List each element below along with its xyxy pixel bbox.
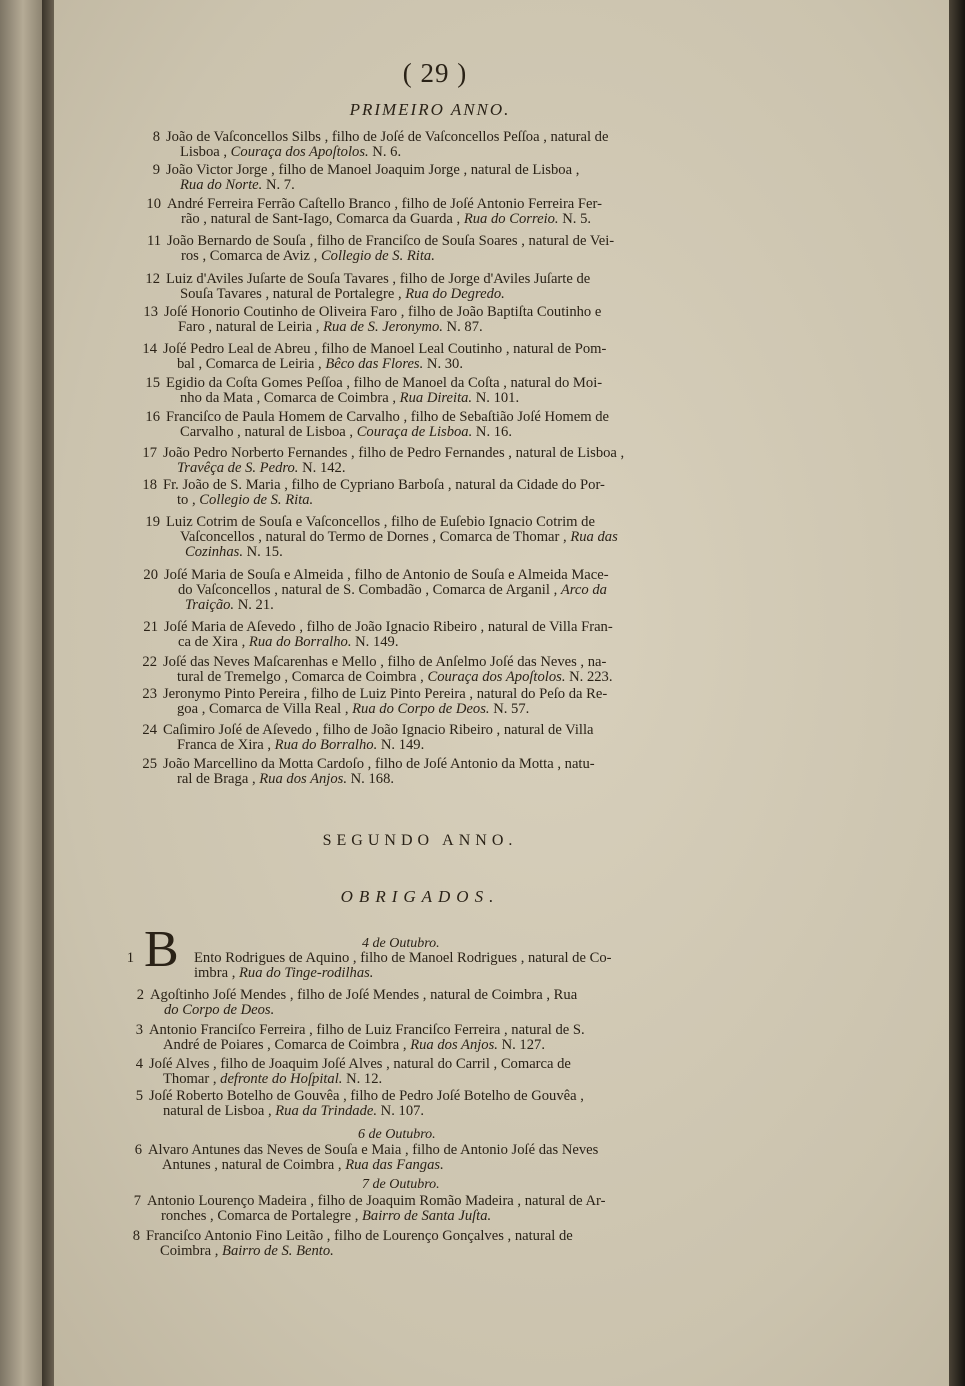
entry-place: rão , natural de Sant-Iago, Comarca da Guarda , [181,210,464,227]
page-number: ( 29 ) [402,58,468,88]
entry [135,1056,729,1087]
entry [145,409,746,440]
entry-line2 [150,1003,730,1018]
entry-street: defronte do Hoſpital. [220,1070,343,1087]
entry [126,950,774,981]
entry-street: Rua dos Anjos. [259,770,347,787]
entry [142,477,743,508]
entry-number: N. 142. [298,459,346,476]
entry-index: 24 [142,722,157,738]
entry-line2 [166,530,746,545]
entry-index: 3 [135,1022,143,1038]
entry [135,1088,729,1119]
entry-line1: Joſé Pedro Leal de Abreu , filho de Manoel Leal Coutinho , natural de Pom- [163,341,607,357]
primeiro-anno-heading: PRIMEIRO ANNO. [349,100,511,119]
entry-line1: Joſé Roberto Botelho de Gouvêa , filho de Pedro Joſé Botelho de Gouvêa , [149,1088,584,1104]
entry-line1: Agoſtinho Joſé Mendes , filho de Joſé Mendes , natural de Coimbra , Rua [150,987,578,1003]
entry-index: 16 [145,409,160,425]
entry-street: Bêco das Flores. [325,355,424,372]
entry-line2 [149,1104,729,1119]
entry-line1: Franciſco de Paula Homem de Carvalho , filho de Sebaſtião Joſé Homem de [166,409,609,425]
entry-index: 11 [146,233,161,249]
entry-street: Traição. [185,597,235,613]
entry-place: do Vaſconcellos , natural de S. Combadão , Comarca de Arganil , [178,581,561,598]
entry [142,686,743,717]
entry-number: N. 5. [558,210,592,227]
entry [145,271,746,302]
entry-line1: Fr. João de S. Maria , filho de Cypriano Barboſa , natural da Cidade do Por- [163,477,605,493]
entry-place: ros , Comarca de Aviz , [181,247,321,264]
entry-place: Lisboa , [180,143,231,160]
entry-street: Couraça de Lisboa. [356,423,473,440]
entry-line1: Egidio da Coſta Gomes Peſſoa , filho de Manoel da Coſta , natural do Moi- [166,375,603,391]
entry [132,1228,726,1259]
entry [135,1022,729,1053]
entry-index: 20 [143,567,158,583]
entry-street: Rua do Correio. [463,210,559,227]
entry-index: 15 [145,375,160,391]
entry-street: Arco da [560,581,607,598]
entry-20-line3 [171,598,751,613]
entry-line1: Caſimiro Joſé de Aſevedo , filho de João Ignacio Ribeiro , natural de Villa [163,722,594,738]
entry-number: N. 127. [497,1036,545,1053]
date-6-outubro: 6 de Outubro. [358,1127,436,1142]
entry-place: ronches , Comarca de Portalegre , [161,1207,362,1224]
entry-number: N. 223. [565,668,613,685]
entry-place: Antunes , natural de Coimbra , [162,1156,346,1173]
entry-index: 2 [136,987,144,1003]
entry-line1: João Pedro Norberto Fernandes , filho de Pedro Fernandes , natural de Lisboa , [163,445,625,461]
entry-street: Rua do Norte. [180,176,263,193]
entry-index: 1 [126,950,134,966]
entry-line2 [166,178,746,193]
entry-line1: João Victor Jorge , filho de Manoel Joaquim Jorge , natural de Lisboa , [166,162,580,178]
entry-line2 [164,583,744,598]
entry-place: imbra , [194,964,239,981]
entry-street: Rua do Borralho. [274,736,378,753]
entry [146,196,747,227]
entry [143,567,744,598]
previous-page-edge [0,0,42,1386]
entry-street: Collegio de S. Rita. [199,491,314,508]
entry-line1: João Marcellino da Motta Cardoſo , filho de Joſé Antonio da Motta , natu- [163,756,595,772]
entry-number: N. 168. [346,770,395,787]
entry-number: N. 107. [377,1102,425,1119]
entry-line1: Jeronymo Pinto Pereira , filho de Luiz Pinto Pereira , natural do Peſo da Re- [163,686,608,702]
entry [145,375,746,406]
entry-line1: Joſé Honorio Coutinho de Oliveira Faro , filho de João Baptiſta Coutinho e [164,304,602,320]
entry [145,514,746,545]
entry-street: Rua de S. Jeronymo. [323,318,443,335]
entry [143,619,744,650]
entry-line1: Joſé Maria de Souſa e Almeida , filho de Antonio de Souſa e Almeida Mace- [164,567,609,583]
entry-place: goa , Comarca de Villa Real , [177,700,353,717]
entry [152,162,746,193]
entry-line2 [163,670,743,685]
entry-line2 [148,1158,728,1173]
entry-line2 [163,493,743,508]
entry-line1: Antonio Franciſco Ferreira , filho de Luiz Franciſco Ferreira , natural de S. [149,1022,585,1038]
entry-street: Rua dos Anjos. [410,1036,498,1053]
entry-line2 [166,391,746,406]
entry-place: Franca de Xira , [177,736,275,753]
entry [146,233,747,264]
entry-line2 [194,966,774,981]
entry-place: ral de Braga , [177,770,260,787]
entry-number: N. 16. [472,423,512,440]
entry [143,304,744,335]
entry-line2 [147,1209,727,1224]
entry-line2 [163,461,743,476]
entry-line1: Franciſco Antonio Fino Leitão , filho de Lourenço Gonçalves , natural de [146,1228,573,1244]
entry [142,756,743,787]
entry-street: Rua do Tinge-rodilhas. [239,964,374,981]
entry-index: 22 [142,654,157,670]
entry-street: Couraça dos Apoſtolos. [230,143,369,160]
entry-line1: Luiz d'Aviles Juſarte de Souſa Tavares , filho de Jorge d'Aviles Juſarte de [166,271,591,287]
segundo-anno-heading: SEGUNDO ANNO. [322,832,518,849]
entry [133,1193,727,1224]
date-4-outubro: 4 de Outubro. [362,936,440,951]
entry-street: Rua do Degredo. [405,285,505,302]
entry-line2 [149,1038,729,1053]
entry-line2 [163,772,743,787]
entry-line1: Alvaro Antunes das Neves de Souſa e Maia , filho de Antonio Joſé das Neves [148,1142,599,1158]
entry-number: N. 7. [262,176,295,193]
entry-index: 21 [143,619,158,635]
obrigados-heading: OBRIGADOS. [340,887,500,906]
entry [142,722,743,753]
entry-line2 [166,287,746,302]
entry-place: tural de Tremelgo , Comarca de Coimbra , [177,668,428,685]
entry-line2 [167,212,747,227]
entry-place: Vaſconcellos , natural do Termo de Dornes , Comarca de Thomar , [180,528,571,545]
entry-number: N. 101. [472,389,520,406]
entry [152,129,746,160]
entry [142,654,743,685]
entry-number: N. 21. [234,597,274,613]
entry-number: N. 30. [423,355,463,372]
entry-line1: Antonio Lourenço Madeira , filho de Joaquim Romão Madeira , natural de Ar- [147,1193,606,1209]
entry-line1: Luiz Cotrim de Souſa e Vaſconcellos , filho de Euſebio Ignacio Cotrim de [166,514,595,530]
entry [142,341,743,372]
entry-index: 19 [145,514,160,530]
entry-line2 [167,249,747,264]
entry [134,1142,728,1173]
entry-place: nho da Mata , Comarca de Coimbra , [180,389,400,406]
entry-number: N. 149. [351,633,399,650]
entry-street: do Corpo de Deos. [164,1001,275,1018]
entry-street: Rua das [570,528,618,545]
entry [142,445,743,476]
entry-line1: João Bernardo de Souſa , filho de Franciſco de Souſa Soares , natural de Vei- [167,233,615,249]
entry-place: André de Poiares , Comarca de Coimbra , [163,1036,411,1053]
entry-street: Collegio de S. Rita. [320,247,435,264]
entry-number: N. 15. [242,544,283,560]
entry-place: Carvalho , natural de Lisboa , [180,423,357,440]
entry-line1: João de Vaſconcellos Silbs , filho de Joſé de Vaſconcellos Peſſoa , natural de [166,129,609,145]
entry-line2 [166,425,746,440]
entry-index: 6 [134,1142,142,1158]
entry-street: Rua do Corpo de Deos. [352,700,490,717]
entry-place: Souſa Tavares , natural de Portalegre , [180,285,406,302]
entry-index: 9 [152,162,160,178]
entry [136,987,730,1018]
entry-street: Travêça de S. Pedro. [177,459,299,476]
entry-street: Couraça dos Apoſtolos. [427,668,566,685]
entry-number: N. 87. [442,318,483,335]
entry-index: 5 [135,1088,143,1104]
entry-line1: Joſé das Neves Maſcarenhas e Mello , filho de Anſelmo Joſé das Neves , na- [163,654,607,670]
entry-street: Cozinhas. [185,544,243,560]
entry-place: Thomar , [163,1070,221,1087]
entry-line2 [163,738,743,753]
entry-line2 [146,1244,726,1259]
entry-index: 17 [142,445,157,461]
entry-place: bal , Comarca de Leiria , [177,355,326,372]
entry-index: 18 [142,477,157,493]
entry-line2 [163,702,743,717]
entry-street: Rua da Trindade. [275,1102,378,1119]
entry-line1: Joſé Alves , filho de Joaquim Joſé Alves , natural do Carril , Comarca de [149,1056,571,1072]
entry-index: 14 [142,341,157,357]
book-gutter [42,0,54,1386]
entry-line2 [164,635,744,650]
entry-place: to , [177,491,200,508]
entry-street: Rua das Fangas. [345,1156,444,1173]
page-right-edge [949,0,965,1386]
entry-street: Bairro de S. Bento. [222,1242,334,1259]
entry-place: Coimbra , [160,1242,223,1259]
drop-cap-letter: B [144,921,179,978]
entry-index: 4 [135,1056,143,1072]
entry-street: Rua Direita. [399,389,473,406]
entry-index: 25 [142,756,157,772]
entry-place: Faro , natural de Leiria , [178,318,324,335]
entry-line2 [166,145,746,160]
entry-number: N. 6. [368,143,402,160]
entry-place: natural de Lisboa , [163,1102,276,1119]
entry-line1: André Ferreira Ferrão Caſtello Branco , filho de Joſé Antonio Ferreira Fer- [167,196,602,212]
date-7-outubro: 7 de Outubro. [362,1177,440,1192]
entry-line1: Joſé Maria de Aſevedo , filho de João Ignacio Ribeiro , natural de Villa Fran- [164,619,613,635]
entry-19-line3 [171,545,751,560]
entry-index: 10 [146,196,161,212]
entry-index: 13 [143,304,158,320]
entry-number: N. 57. [489,700,530,717]
entry-line2 [164,320,744,335]
entry-street: Rua do Borralho. [248,633,352,650]
entry-index: 7 [133,1193,141,1209]
entry-index: 8 [132,1228,140,1244]
entry-index: 12 [145,271,160,287]
entry-number: N. 12. [342,1070,383,1087]
entry-street: Bairro de Santa Juſta. [362,1207,492,1224]
entry-index: 23 [142,686,157,702]
entry-place: ca de Xira , [178,633,249,650]
entry-number: N. 149. [377,736,425,753]
entry-line1: Ento Rodrigues de Aquino , filho de Manoel Rodrigues , natural de Co- [194,950,612,966]
entry-line2 [149,1072,729,1087]
entry-index: 8 [152,129,160,145]
entry-line2 [163,357,743,372]
